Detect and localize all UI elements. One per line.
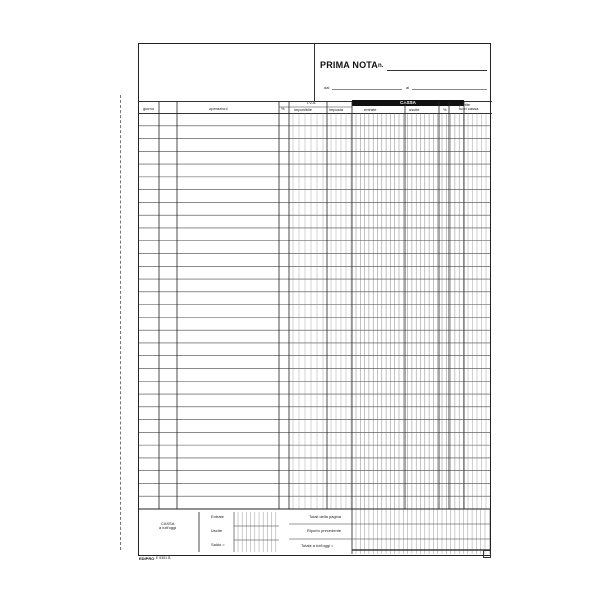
col-iva-pct: %: [281, 106, 285, 111]
footer-cassa-label: CASSA a tutt'oggi: [159, 521, 177, 530]
col-entrate: entrate: [364, 107, 377, 112]
col-imposta: imposta: [329, 107, 344, 112]
footer-saldo: Saldo =: [211, 542, 225, 547]
ledger-grid: [139, 44, 490, 555]
col-cassa-group: CASSA: [352, 100, 464, 106]
footer-uscite: Uscite: [211, 528, 223, 533]
number-label: n.: [378, 63, 384, 69]
col-operazioni: operazioni: [209, 106, 228, 111]
footer-totali-pagina: Totali della pagina: [309, 514, 342, 519]
prima-nota-form: [138, 43, 491, 556]
to-label: al: [406, 85, 410, 90]
footer-totale-oggi: Totale a tutt'oggi =: [301, 543, 334, 548]
publisher-code: E 5351 B: [156, 556, 171, 560]
from-label: dal: [324, 85, 330, 90]
perforation-line: [120, 95, 121, 550]
form-title: PRIMA NOTA: [320, 60, 378, 70]
col-partite: partite fuori cassa: [459, 102, 479, 111]
publisher-logo: EDIPRO: [139, 556, 155, 561]
col-cassa-pct: %: [443, 107, 447, 112]
col-imponibile: imponibile: [294, 107, 313, 112]
col-uscite: uscite: [409, 107, 420, 112]
footer-riporto: Riporto precedente: [307, 528, 342, 533]
col-iva-group: I.V.A.: [307, 100, 317, 105]
col-giorno: giorno: [143, 106, 155, 111]
footer-entrate: Entrate: [211, 514, 224, 519]
corner-box: [483, 550, 491, 558]
